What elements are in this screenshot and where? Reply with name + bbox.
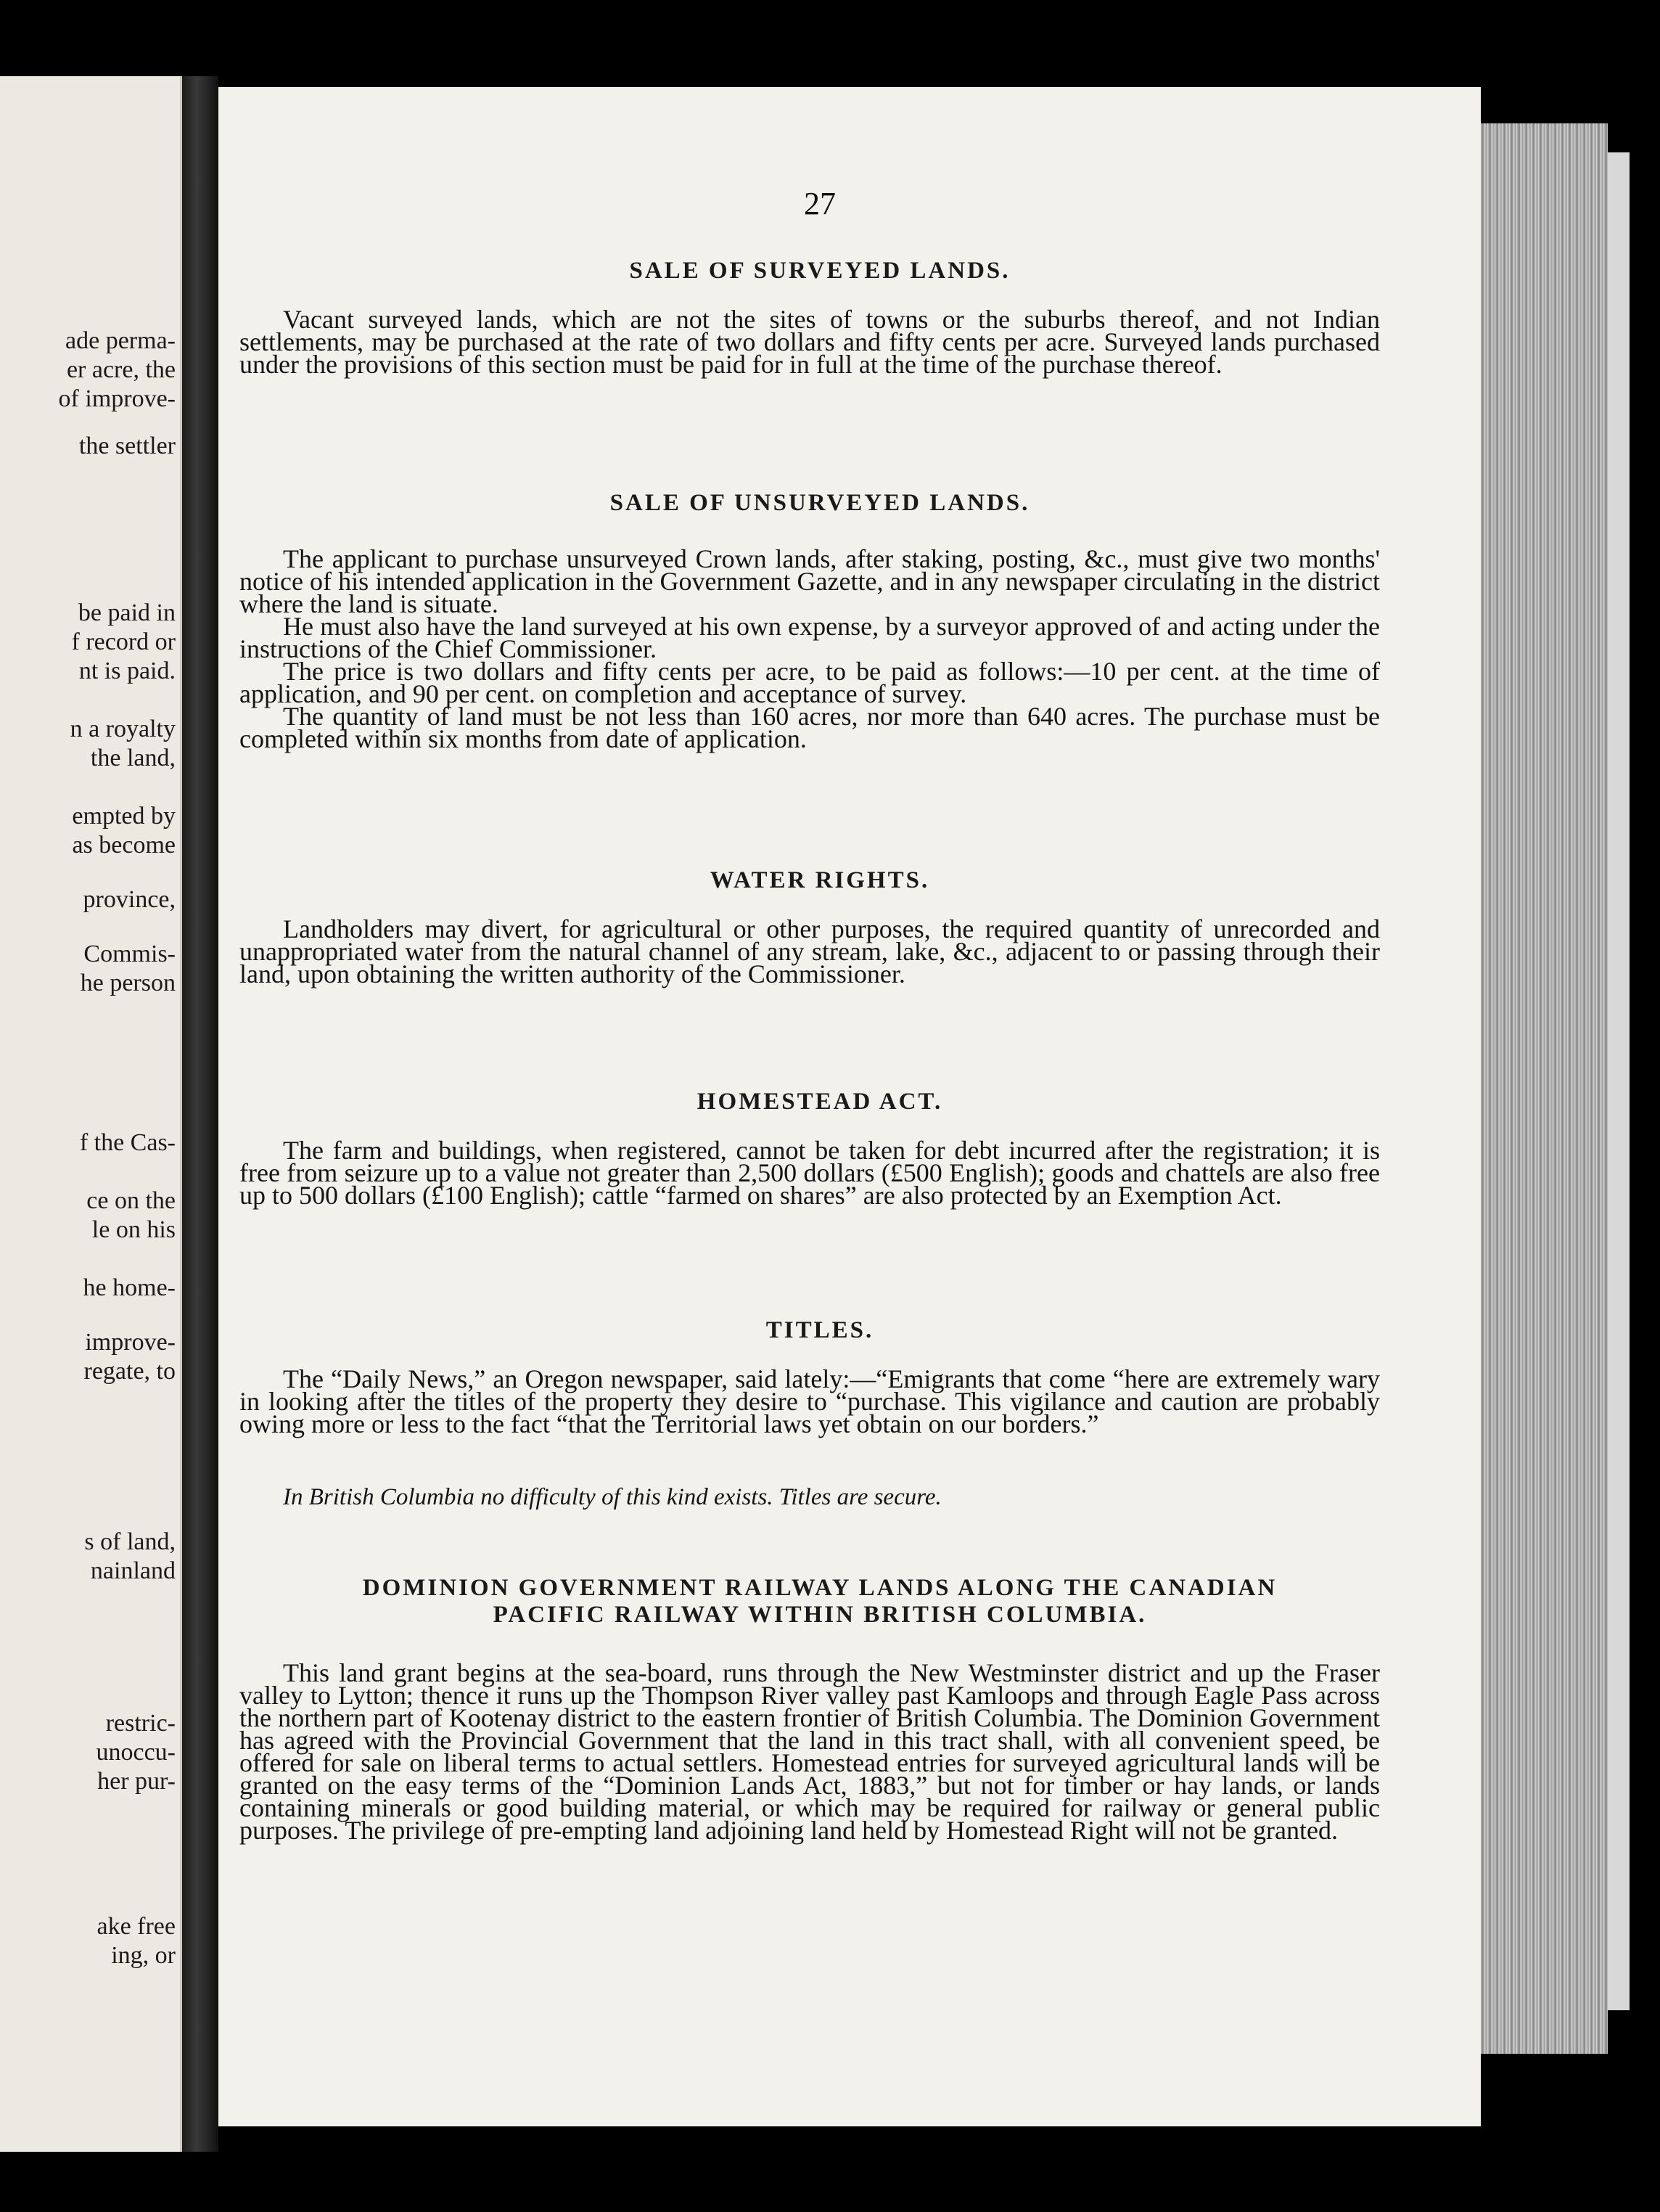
- paragraph: The applicant to purchase unsurveyed Crown lands, after staking, posting, &c., must give two months' notice of his intended application in the Government Gazette, and in any newspaper circulating in the district where the land is situate.: [239, 544, 1380, 618]
- section-body-titles: [239, 1364, 1380, 1438]
- left-page-line: ce on the: [86, 1187, 176, 1214]
- section-heading-railway-lands: DOMINION GOVERNMENT RAILWAY LANDS ALONG THE CANADIAN PACIFIC RAILWAY WITHIN BRITISH COLUMBIA.: [362, 1575, 1278, 1628]
- paragraph: The quantity of land must be not less than 160 acres, nor more than 640 acres. The purchase must be completed within six months from date of application.: [239, 702, 1380, 753]
- paragraph: This land grant begins at the sea-board, runs through the New Westminster district and up the Fraser valley to Lytton; thence it runs up the Thompson River valley past Kamloops and through Eagle Pass across the northern part of Kootenay district to the eastern frontier of British Columbia. The Dominion Government has agreed with the Provincial Government that the land in this tract shall, with all convenient speed, be offered for sale on liberal terms to actual settlers. Homestead entries for surveyed agricultural lands will be granted on the easy terms of the “Dominion Lands Act, 1883,” but not for timber or hay lands, or lands containing minerals or good building material, or which may be required for railway or general public purposes. The privilege of pre-empting land adjoining land held by Homestead Right will not be granted.: [239, 1658, 1380, 1845]
- page-edges: [1481, 123, 1608, 2054]
- left-page-line: restric-: [105, 1710, 176, 1737]
- paragraph: Landholders may divert, for agricultural or other purposes, the required quantity of unrecorded and unappropriated water from the natural channel of any stream, lake, &c., adjacent to or passing through their land, upon obtaining the written authority of the Commissioner.: [239, 914, 1380, 988]
- left-page-line: n a royalty: [70, 716, 176, 742]
- left-page-line: of improve-: [58, 385, 176, 412]
- left-page-line: f the Cas-: [79, 1129, 176, 1156]
- paragraph: The “Daily News,” an Oregon newspaper, said lately:—“Emigrants that come “here are extremely wary in looking after the titles of the property they desire to “purchase. This vigilance and caution are probably owing more or less to the fact “that the Territorial laws yet obtain on our borders.”: [239, 1364, 1380, 1438]
- left-page-line: Commis-: [83, 941, 176, 967]
- left-page-line: province,: [83, 886, 176, 913]
- section-body-sale-unsurveyed: [239, 544, 1380, 753]
- left-page-fragment: [0, 76, 182, 2152]
- left-page-line: s of land,: [84, 1528, 176, 1555]
- left-page-line: the land,: [90, 745, 176, 771]
- left-page-line: unoccu-: [96, 1739, 176, 1766]
- paragraph: The farm and buildings, when registered, cannot be taken for debt incurred after the registration; it is free from seizure up to a value not greater than 2,500 dollars (£500 English); goods and chattels are also free up to 500 dollars (£100 English); cattle “farmed on shares” are also protected by an Exemption Act.: [239, 1136, 1380, 1210]
- left-page-line: improve-: [85, 1329, 176, 1356]
- section-heading-sale-surveyed: SALE OF SURVEYED LANDS.: [629, 258, 1011, 284]
- paragraph: The price is two dollars and fifty cents per acre, to be paid as follows:—10 per cent. at the time of application, and 90 per cent. on completion and acceptance of survey.: [239, 657, 1380, 708]
- paragraph: Vacant surveyed lands, which are not the sites of towns or the suburbs thereof, and not Indian settlements, may be purchased at the rate of two dollars and fifty cents per acre. Surveyed lands purchased under the provisions of this section must be paid for in full at the time of the purchase thereof.: [239, 305, 1380, 379]
- left-page-line: nt is paid.: [78, 658, 176, 684]
- page-edge-shadow: [1608, 152, 1630, 2010]
- paragraph: He must also have the land surveyed at his own expense, by a surveyor approved of and acting under the instructions of the Chief Commissioner.: [239, 612, 1380, 663]
- page-number: 27: [804, 186, 836, 221]
- section-heading-titles: TITLES.: [765, 1317, 874, 1343]
- left-page-line: her pur-: [97, 1768, 176, 1795]
- section-body-water-rights: [239, 914, 1380, 988]
- section-body-homestead-act: [239, 1136, 1380, 1210]
- left-page-line: he person: [80, 970, 176, 996]
- section-body-railway-lands: [239, 1658, 1380, 1845]
- section-heading-water-rights: WATER RIGHTS.: [710, 867, 930, 893]
- section-heading-homestead-act: HOMESTEAD ACT.: [697, 1089, 943, 1115]
- left-page-line: ade perma-: [65, 327, 176, 354]
- left-page-line: be paid in: [78, 599, 176, 626]
- section-heading-sale-unsurveyed: SALE OF UNSURVEYED LANDS.: [609, 490, 1030, 516]
- left-page-line: le on his: [91, 1216, 176, 1243]
- book-spine-shadow: [182, 76, 218, 2152]
- titles-italic-note: In British Columbia no difficulty of this kind exists. Titles are secure.: [283, 1484, 942, 1510]
- left-page-line: the settler: [78, 433, 176, 459]
- left-page-line: er acre, the: [66, 356, 176, 383]
- left-page-line: nainland: [90, 1557, 176, 1584]
- left-page-line: regate, to: [83, 1358, 176, 1385]
- left-page-line: he home-: [83, 1274, 176, 1301]
- section-body-sale-surveyed: [239, 305, 1380, 379]
- left-page-line: f record or: [71, 628, 176, 655]
- left-page-line: empted by: [72, 803, 176, 830]
- left-page-line: ing, or: [111, 1942, 176, 1969]
- left-page-line: as become: [72, 832, 176, 859]
- left-page-line: ake free: [96, 1913, 176, 1940]
